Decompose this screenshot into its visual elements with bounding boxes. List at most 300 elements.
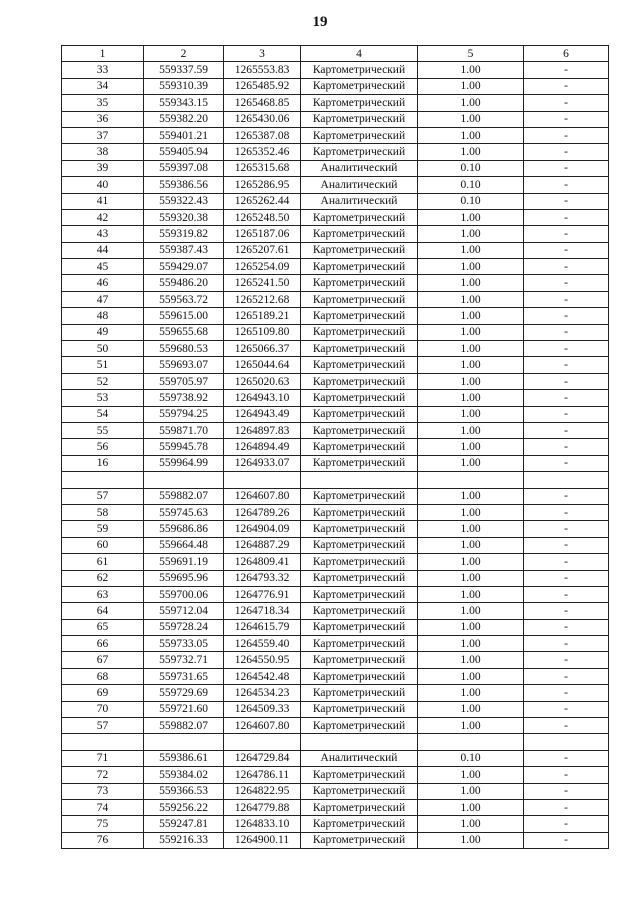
method-cell: Картометрический: [301, 259, 418, 275]
table-row: [62, 488, 609, 504]
method-cell: Картометрический: [301, 816, 418, 832]
description-cell: -: [524, 603, 609, 619]
x-coordinate-cell: 559738.92: [144, 390, 224, 406]
x-coordinate-cell: [144, 734, 224, 750]
point-number-cell: 51: [62, 357, 144, 373]
table-row: [62, 570, 609, 586]
table-row: [62, 832, 609, 848]
x-coordinate-cell: 559655.68: [144, 324, 224, 340]
table-row: [62, 521, 609, 537]
column-header-point-number: 1: [62, 46, 144, 62]
point-number-cell: 60: [62, 537, 144, 553]
method-cell: Картометрический: [301, 144, 418, 160]
method-cell: Картометрический: [301, 390, 418, 406]
point-number-cell: 38: [62, 144, 144, 160]
accuracy-cell: 1.00: [418, 324, 524, 340]
table-row: [62, 750, 609, 766]
y-coordinate-cell: 1264822.95: [224, 783, 301, 799]
y-coordinate-cell: 1264615.79: [224, 619, 301, 635]
x-coordinate-cell: 559731.65: [144, 668, 224, 684]
description-cell: -: [524, 652, 609, 668]
point-number-cell: 36: [62, 111, 144, 127]
x-coordinate-cell: 559429.07: [144, 259, 224, 275]
table-row: [62, 127, 609, 143]
point-number-cell: 56: [62, 439, 144, 455]
point-number-cell: 47: [62, 291, 144, 307]
column-header-x: 2: [144, 46, 224, 62]
table-row: [62, 455, 609, 471]
method-cell: Картометрический: [301, 504, 418, 520]
point-number-cell: 67: [62, 652, 144, 668]
description-cell: -: [524, 570, 609, 586]
y-coordinate-cell: 1264943.10: [224, 390, 301, 406]
point-number-cell: 65: [62, 619, 144, 635]
y-coordinate-cell: 1265212.68: [224, 291, 301, 307]
x-coordinate-cell: 559386.56: [144, 177, 224, 193]
x-coordinate-cell: 559256.22: [144, 799, 224, 815]
y-coordinate-cell: 1265020.63: [224, 373, 301, 389]
table-row: [62, 636, 609, 652]
point-number-cell: 58: [62, 504, 144, 520]
accuracy-cell: 1.00: [418, 390, 524, 406]
y-coordinate-cell: 1264789.26: [224, 504, 301, 520]
table-row: [62, 718, 609, 734]
y-coordinate-cell: 1264779.88: [224, 799, 301, 815]
table-row: [62, 144, 609, 160]
y-coordinate-cell: 1264900.11: [224, 832, 301, 848]
point-number-cell: 40: [62, 177, 144, 193]
page-number: 19: [312, 14, 328, 30]
x-coordinate-cell: 559615.00: [144, 308, 224, 324]
description-cell: -: [524, 144, 609, 160]
method-cell: Картометрический: [301, 636, 418, 652]
description-cell: -: [524, 488, 609, 504]
description-cell: -: [524, 504, 609, 520]
y-coordinate-cell: 1265248.50: [224, 209, 301, 225]
method-cell: Картометрический: [301, 767, 418, 783]
accuracy-cell: 1.00: [418, 406, 524, 422]
x-coordinate-cell: 559686.86: [144, 521, 224, 537]
table-row: [62, 373, 609, 389]
description-cell: -: [524, 619, 609, 635]
point-number-cell: 57: [62, 718, 144, 734]
description-cell: -: [524, 685, 609, 701]
method-cell: Картометрический: [301, 439, 418, 455]
description-cell: -: [524, 357, 609, 373]
y-coordinate-cell: [224, 734, 301, 750]
x-coordinate-cell: 559563.72: [144, 291, 224, 307]
description-cell: -: [524, 373, 609, 389]
accuracy-cell: 0.10: [418, 193, 524, 209]
description-cell: -: [524, 242, 609, 258]
description-cell: [524, 734, 609, 750]
y-coordinate-cell: 1264542.48: [224, 668, 301, 684]
description-cell: -: [524, 259, 609, 275]
description-cell: -: [524, 160, 609, 176]
x-coordinate-cell: 559247.81: [144, 816, 224, 832]
point-number-cell: 39: [62, 160, 144, 176]
accuracy-cell: 1.00: [418, 832, 524, 848]
method-cell: Картометрический: [301, 357, 418, 373]
accuracy-cell: 1.00: [418, 537, 524, 553]
point-number-cell: 66: [62, 636, 144, 652]
method-cell: Картометрический: [301, 799, 418, 815]
method-cell: Картометрический: [301, 406, 418, 422]
x-coordinate-cell: 559721.60: [144, 701, 224, 717]
table-row: [62, 357, 609, 373]
y-coordinate-cell: 1264833.10: [224, 816, 301, 832]
method-cell: Картометрический: [301, 537, 418, 553]
table-row: [62, 177, 609, 193]
table-row: [62, 701, 609, 717]
table-row: [62, 259, 609, 275]
method-cell: Картометрический: [301, 242, 418, 258]
point-number-cell: 76: [62, 832, 144, 848]
description-cell: -: [524, 537, 609, 553]
description-cell: -: [524, 767, 609, 783]
y-coordinate-cell: 1264534.23: [224, 685, 301, 701]
table-row: [62, 734, 609, 750]
method-cell: Картометрический: [301, 127, 418, 143]
point-number-cell: [62, 472, 144, 488]
table-row: [62, 816, 609, 832]
description-cell: -: [524, 209, 609, 225]
y-coordinate-cell: 1265109.80: [224, 324, 301, 340]
y-coordinate-cell: 1265315.68: [224, 160, 301, 176]
x-coordinate-cell: 559882.07: [144, 488, 224, 504]
point-number-cell: 54: [62, 406, 144, 422]
method-cell: Картометрический: [301, 603, 418, 619]
description-cell: -: [524, 832, 609, 848]
point-number-cell: 71: [62, 750, 144, 766]
accuracy-cell: 0.10: [418, 750, 524, 766]
description-cell: -: [524, 111, 609, 127]
method-cell: Картометрический: [301, 226, 418, 242]
point-number-cell: 33: [62, 62, 144, 78]
method-cell: Картометрический: [301, 78, 418, 94]
point-number-cell: 46: [62, 275, 144, 291]
y-coordinate-cell: 1265352.46: [224, 144, 301, 160]
x-coordinate-cell: 559882.07: [144, 718, 224, 734]
description-cell: -: [524, 62, 609, 78]
description-cell: -: [524, 341, 609, 357]
method-cell: Картометрический: [301, 324, 418, 340]
accuracy-cell: 1.00: [418, 373, 524, 389]
table-row: [62, 341, 609, 357]
method-cell: Картометрический: [301, 570, 418, 586]
description-cell: -: [524, 750, 609, 766]
accuracy-cell: 1.00: [418, 259, 524, 275]
accuracy-cell: 1.00: [418, 767, 524, 783]
table-row: [62, 242, 609, 258]
table-row: [62, 324, 609, 340]
point-number-cell: 37: [62, 127, 144, 143]
accuracy-cell: 1.00: [418, 291, 524, 307]
x-coordinate-cell: 559387.43: [144, 242, 224, 258]
table-row: [62, 226, 609, 242]
x-coordinate-cell: 559695.96: [144, 570, 224, 586]
table-row: [62, 209, 609, 225]
method-cell: Картометрический: [301, 701, 418, 717]
accuracy-cell: 1.00: [418, 603, 524, 619]
table-row: [62, 422, 609, 438]
point-number-cell: 41: [62, 193, 144, 209]
method-cell: Картометрический: [301, 422, 418, 438]
table-row: [62, 390, 609, 406]
point-number-cell: 52: [62, 373, 144, 389]
x-coordinate-cell: 559384.02: [144, 767, 224, 783]
point-number-cell: 63: [62, 586, 144, 602]
x-coordinate-cell: 559729.69: [144, 685, 224, 701]
point-number-cell: 68: [62, 668, 144, 684]
y-coordinate-cell: 1265553.83: [224, 62, 301, 78]
description-cell: -: [524, 521, 609, 537]
y-coordinate-cell: 1265254.09: [224, 259, 301, 275]
x-coordinate-cell: 559322.43: [144, 193, 224, 209]
accuracy-cell: 1.00: [418, 504, 524, 520]
table-header-row: [62, 46, 609, 62]
x-coordinate-cell: 559745.63: [144, 504, 224, 520]
y-coordinate-cell: 1264933.07: [224, 455, 301, 471]
accuracy-cell: 1.00: [418, 439, 524, 455]
x-coordinate-cell: 559712.04: [144, 603, 224, 619]
y-coordinate-cell: [224, 472, 301, 488]
accuracy-cell: 1.00: [418, 275, 524, 291]
method-cell: [301, 472, 418, 488]
accuracy-cell: [418, 472, 524, 488]
x-coordinate-cell: 559964.99: [144, 455, 224, 471]
point-number-cell: 69: [62, 685, 144, 701]
accuracy-cell: 1.00: [418, 701, 524, 717]
table-row: [62, 111, 609, 127]
accuracy-cell: 1.00: [418, 570, 524, 586]
point-number-cell: 53: [62, 390, 144, 406]
method-cell: Картометрический: [301, 619, 418, 635]
method-cell: Картометрический: [301, 832, 418, 848]
y-coordinate-cell: 1264729.84: [224, 750, 301, 766]
accuracy-cell: 0.10: [418, 177, 524, 193]
x-coordinate-cell: 559397.08: [144, 160, 224, 176]
point-number-cell: 59: [62, 521, 144, 537]
y-coordinate-cell: 1264509.33: [224, 701, 301, 717]
y-coordinate-cell: 1264793.32: [224, 570, 301, 586]
x-coordinate-cell: 559794.25: [144, 406, 224, 422]
accuracy-cell: 1.00: [418, 62, 524, 78]
x-coordinate-cell: 559405.94: [144, 144, 224, 160]
description-cell: -: [524, 636, 609, 652]
accuracy-cell: 1.00: [418, 668, 524, 684]
point-number-cell: 72: [62, 767, 144, 783]
x-coordinate-cell: 559320.38: [144, 209, 224, 225]
x-coordinate-cell: 559216.33: [144, 832, 224, 848]
y-coordinate-cell: 1264786.11: [224, 767, 301, 783]
point-number-cell: 45: [62, 259, 144, 275]
accuracy-cell: 1.00: [418, 111, 524, 127]
y-coordinate-cell: 1264607.80: [224, 718, 301, 734]
y-coordinate-cell: 1265187.06: [224, 226, 301, 242]
point-number-cell: [62, 734, 144, 750]
accuracy-cell: 1.00: [418, 586, 524, 602]
x-coordinate-cell: 559664.48: [144, 537, 224, 553]
point-number-cell: 48: [62, 308, 144, 324]
table-row: [62, 275, 609, 291]
accuracy-cell: 1.00: [418, 455, 524, 471]
y-coordinate-cell: 1264718.34: [224, 603, 301, 619]
y-coordinate-cell: 1265262.44: [224, 193, 301, 209]
accuracy-cell: 1.00: [418, 636, 524, 652]
accuracy-cell: 1.00: [418, 226, 524, 242]
x-coordinate-cell: 559732.71: [144, 652, 224, 668]
description-cell: [524, 472, 609, 488]
x-coordinate-cell: 559310.39: [144, 78, 224, 94]
y-coordinate-cell: 1264607.80: [224, 488, 301, 504]
table-row: [62, 783, 609, 799]
accuracy-cell: 1.00: [418, 685, 524, 701]
description-cell: -: [524, 291, 609, 307]
x-coordinate-cell: 559705.97: [144, 373, 224, 389]
column-header-description: 6: [524, 46, 609, 62]
accuracy-cell: 1.00: [418, 488, 524, 504]
x-coordinate-cell: 559401.21: [144, 127, 224, 143]
point-number-cell: 62: [62, 570, 144, 586]
y-coordinate-cell: 1264904.09: [224, 521, 301, 537]
y-coordinate-cell: 1264550.95: [224, 652, 301, 668]
point-number-cell: 57: [62, 488, 144, 504]
column-header-method: 4: [301, 46, 418, 62]
method-cell: Аналитический: [301, 177, 418, 193]
method-cell: Картометрический: [301, 341, 418, 357]
y-coordinate-cell: 1264559.40: [224, 636, 301, 652]
table-row: [62, 472, 609, 488]
accuracy-cell: 1.00: [418, 554, 524, 570]
y-coordinate-cell: 1264809.41: [224, 554, 301, 570]
y-coordinate-cell: 1265066.37: [224, 341, 301, 357]
point-number-cell: 50: [62, 341, 144, 357]
accuracy-cell: 1.00: [418, 816, 524, 832]
x-coordinate-cell: 559700.06: [144, 586, 224, 602]
x-coordinate-cell: [144, 472, 224, 488]
description-cell: -: [524, 718, 609, 734]
method-cell: Картометрический: [301, 275, 418, 291]
description-cell: -: [524, 439, 609, 455]
point-number-cell: 74: [62, 799, 144, 815]
x-coordinate-cell: 559691.19: [144, 554, 224, 570]
x-coordinate-cell: 559693.07: [144, 357, 224, 373]
point-number-cell: 75: [62, 816, 144, 832]
x-coordinate-cell: 559680.53: [144, 341, 224, 357]
column-header-accuracy: 5: [418, 46, 524, 62]
x-coordinate-cell: 559728.24: [144, 619, 224, 635]
x-coordinate-cell: 559871.70: [144, 422, 224, 438]
description-cell: -: [524, 799, 609, 815]
table-body: [62, 62, 609, 849]
table-row: [62, 619, 609, 635]
x-coordinate-cell: 559343.15: [144, 95, 224, 111]
description-cell: -: [524, 78, 609, 94]
accuracy-cell: 1.00: [418, 308, 524, 324]
method-cell: Картометрический: [301, 62, 418, 78]
method-cell: Картометрический: [301, 783, 418, 799]
accuracy-cell: 1.00: [418, 521, 524, 537]
table-row: [62, 668, 609, 684]
description-cell: -: [524, 193, 609, 209]
y-coordinate-cell: 1265468.85: [224, 95, 301, 111]
method-cell: Картометрический: [301, 668, 418, 684]
accuracy-cell: 1.00: [418, 357, 524, 373]
accuracy-cell: 1.00: [418, 799, 524, 815]
table-row: [62, 291, 609, 307]
description-cell: -: [524, 701, 609, 717]
table-row: [62, 603, 609, 619]
point-number-cell: 61: [62, 554, 144, 570]
table-row: [62, 308, 609, 324]
y-coordinate-cell: 1264887.29: [224, 537, 301, 553]
method-cell: Картометрический: [301, 455, 418, 471]
accuracy-cell: 1.00: [418, 652, 524, 668]
point-number-cell: 70: [62, 701, 144, 717]
point-number-cell: 34: [62, 78, 144, 94]
description-cell: -: [524, 586, 609, 602]
y-coordinate-cell: 1265286.95: [224, 177, 301, 193]
x-coordinate-cell: 559733.05: [144, 636, 224, 652]
point-number-cell: 73: [62, 783, 144, 799]
table-row: [62, 799, 609, 815]
table-row: [62, 439, 609, 455]
accuracy-cell: 1.00: [418, 242, 524, 258]
method-cell: Картометрический: [301, 521, 418, 537]
y-coordinate-cell: 1264776.91: [224, 586, 301, 602]
table-row: [62, 193, 609, 209]
description-cell: -: [524, 816, 609, 832]
method-cell: Картометрический: [301, 718, 418, 734]
method-cell: Картометрический: [301, 291, 418, 307]
description-cell: -: [524, 783, 609, 799]
x-coordinate-cell: 559366.53: [144, 783, 224, 799]
x-coordinate-cell: 559337.59: [144, 62, 224, 78]
table-row: [62, 504, 609, 520]
method-cell: Картометрический: [301, 488, 418, 504]
table-row: [62, 685, 609, 701]
table-row: [62, 406, 609, 422]
table-row: [62, 78, 609, 94]
method-cell: Картометрический: [301, 685, 418, 701]
description-cell: -: [524, 95, 609, 111]
point-number-cell: 64: [62, 603, 144, 619]
y-coordinate-cell: 1265189.21: [224, 308, 301, 324]
point-number-cell: 35: [62, 95, 144, 111]
table-row: [62, 767, 609, 783]
method-cell: Аналитический: [301, 193, 418, 209]
method-cell: Картометрический: [301, 586, 418, 602]
point-number-cell: 44: [62, 242, 144, 258]
point-number-cell: 49: [62, 324, 144, 340]
description-cell: -: [524, 308, 609, 324]
y-coordinate-cell: 1265207.61: [224, 242, 301, 258]
accuracy-cell: 0.10: [418, 160, 524, 176]
y-coordinate-cell: 1264943.49: [224, 406, 301, 422]
accuracy-cell: 1.00: [418, 78, 524, 94]
table-row: [62, 62, 609, 78]
method-cell: Картометрический: [301, 111, 418, 127]
accuracy-cell: 1.00: [418, 341, 524, 357]
method-cell: [301, 734, 418, 750]
method-cell: Картометрический: [301, 209, 418, 225]
method-cell: Картометрический: [301, 652, 418, 668]
x-coordinate-cell: 559319.82: [144, 226, 224, 242]
point-number-cell: 42: [62, 209, 144, 225]
description-cell: -: [524, 390, 609, 406]
description-cell: -: [524, 177, 609, 193]
